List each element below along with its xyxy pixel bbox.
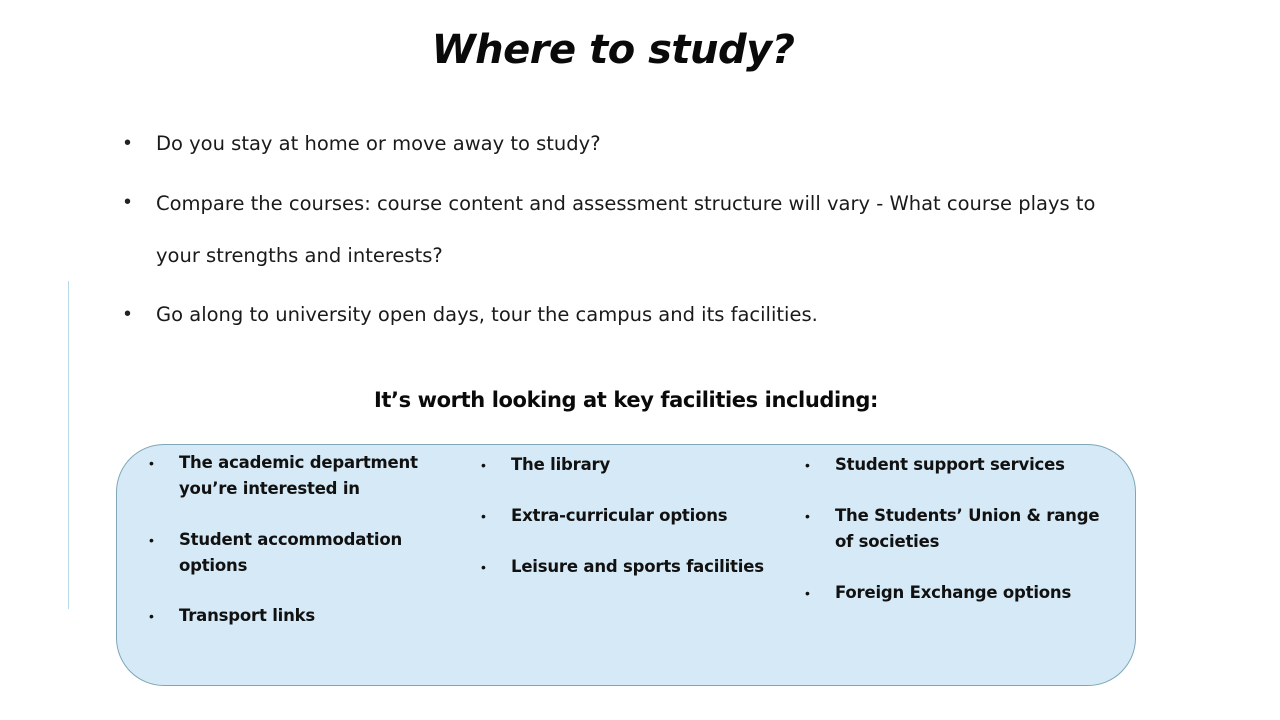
facilities-heading: It’s worth looking at key facilities including: bbox=[374, 388, 878, 412]
facility-text: The academic department you’re interested in bbox=[179, 453, 418, 498]
facilities-box bbox=[116, 444, 1136, 686]
bullet-marker: • bbox=[149, 455, 154, 471]
bullet-marker: • bbox=[481, 559, 486, 575]
facility-text: Student support services bbox=[835, 455, 1065, 474]
bullet-marker: • bbox=[805, 508, 810, 524]
bullet-marker: • bbox=[124, 132, 132, 154]
side-rule bbox=[68, 281, 69, 609]
facility-text: Transport links bbox=[179, 606, 316, 625]
facility-text: Leisure and sports facilities bbox=[511, 557, 764, 576]
bullet-marker: • bbox=[124, 303, 132, 325]
bullet-marker: • bbox=[481, 508, 486, 524]
bullet-text: Compare the courses: course content and assessment structure will vary - What course plays to your strengths and interests? bbox=[156, 192, 1096, 267]
bullet-marker: • bbox=[805, 585, 810, 601]
facility-text: Student accommodation options bbox=[179, 530, 403, 575]
bullet-marker: • bbox=[124, 191, 132, 213]
facility-text: The library bbox=[511, 455, 611, 474]
bullet-marker: • bbox=[149, 608, 154, 624]
bullet-marker: • bbox=[481, 457, 486, 473]
slide-title: Where to study? bbox=[431, 27, 795, 73]
facility-text: Foreign Exchange options bbox=[835, 583, 1072, 602]
bullet-text: Go along to university open days, tour the campus and its facilities. bbox=[156, 303, 818, 326]
bullet-marker: • bbox=[149, 532, 154, 548]
bullet-text: Do you stay at home or move away to study? bbox=[156, 132, 601, 155]
facility-text: Extra-curricular options bbox=[511, 506, 728, 525]
facility-text: The Students’ Union & range of societies bbox=[835, 506, 1100, 551]
bullet-marker: • bbox=[805, 457, 810, 473]
